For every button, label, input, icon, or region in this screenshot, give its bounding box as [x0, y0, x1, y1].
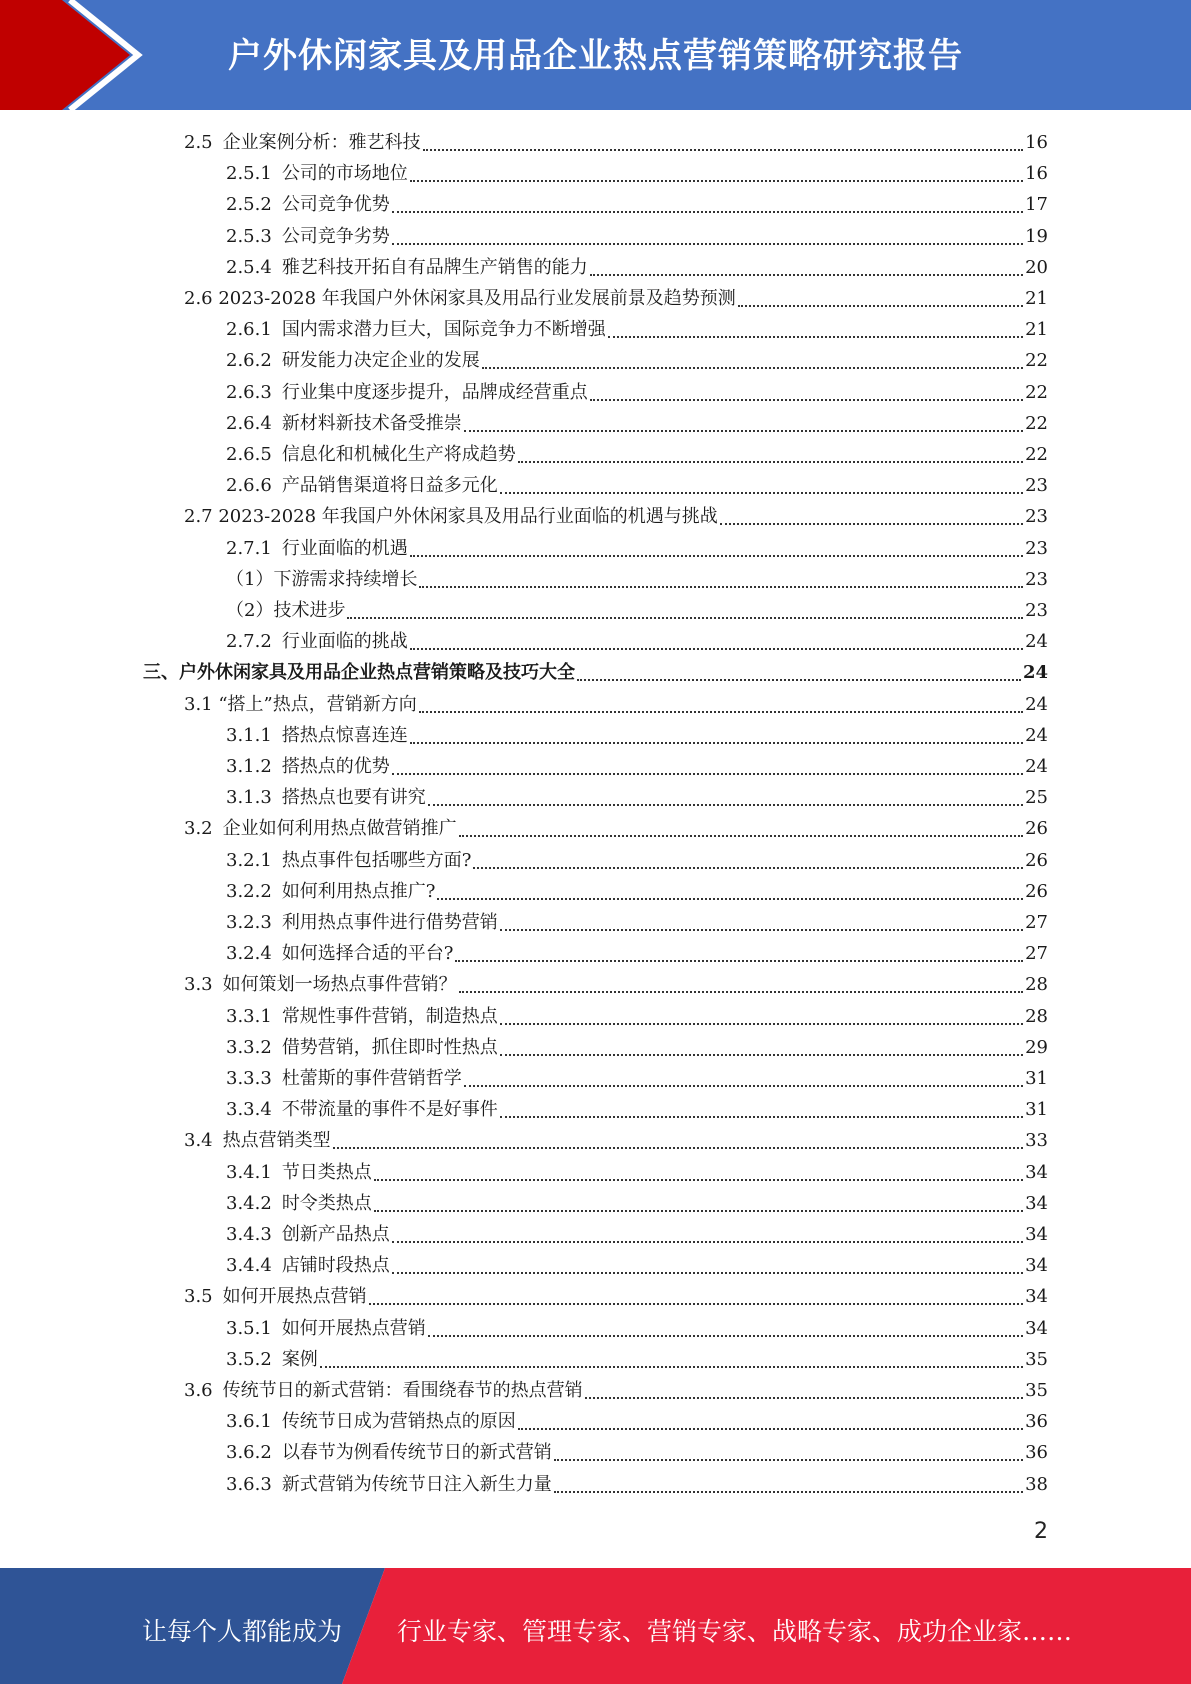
toc-entry[interactable] — [226, 159, 1048, 190]
toc-entry-title: 杜蕾斯的事件营销哲学 — [281, 1068, 462, 1089]
toc-entry[interactable] — [226, 565, 1048, 596]
toc-entry-number: 3.6.1 — [226, 1411, 272, 1433]
toc-dot-leader — [464, 429, 1023, 432]
toc-entry[interactable] — [226, 1438, 1048, 1469]
toc-entry-number: 3.2.1 — [226, 849, 272, 871]
toc-entry-page: 36 — [1025, 1442, 1048, 1464]
toc-entry-label — [226, 908, 498, 934]
toc-entry-page: 22 — [1025, 444, 1048, 465]
toc-entry-page: 34 — [1025, 1286, 1048, 1308]
toc-entry-label — [226, 1158, 372, 1184]
toc-entry-label — [226, 783, 426, 809]
toc-dot-leader — [500, 1053, 1023, 1056]
toc-entry-number: 2.6.1 — [226, 319, 272, 341]
toc-entry-title: 产品销售渠道将日益多元化 — [281, 475, 498, 497]
toc-entry-title: 如何利用热点推广? — [281, 880, 436, 902]
toc-entry[interactable] — [226, 1314, 1048, 1345]
toc-entry-title: 搭热点也要有讲究 — [281, 787, 426, 809]
toc-entry[interactable] — [226, 596, 1048, 627]
toc-entry-title: 节日类热点 — [281, 1161, 372, 1183]
toc-entry[interactable] — [226, 783, 1048, 814]
toc-entry-page: 22 — [1025, 350, 1048, 372]
toc-entry-title: 热点营销类型 — [222, 1130, 331, 1152]
toc-dot-leader — [577, 678, 1021, 681]
toc-entry-page: 26 — [1025, 849, 1048, 871]
report-header — [0, 0, 1191, 110]
footer-slogan-left: 让每个人都能成为 — [142, 1617, 343, 1646]
toc-entry-number: 3.3.4 — [226, 1099, 272, 1121]
toc-entry-page: 23 — [1025, 537, 1048, 559]
toc-entry[interactable] — [226, 877, 1048, 908]
toc-entry-label — [226, 190, 390, 216]
toc-entry-number: 2.5.4 — [226, 256, 272, 278]
toc-entry-page: 34 — [1025, 1192, 1048, 1214]
toc-dot-leader — [410, 554, 1023, 557]
toc-entry-title: 搭热点的优势 — [281, 756, 390, 777]
toc-entry-number: 2.5.3 — [226, 225, 272, 247]
report-title: 户外休闲家具及用品企业热点营销策略研究报告 — [228, 36, 963, 76]
toc-dot-leader — [500, 1115, 1023, 1118]
toc-entry-page: 35 — [1025, 1380, 1048, 1401]
toc-entry-number: 3.2.3 — [226, 912, 272, 933]
toc-entry-label — [226, 1251, 390, 1277]
toc-entry[interactable] — [226, 1407, 1048, 1438]
toc-dot-leader — [590, 398, 1023, 401]
toc-entry-number: 2.5 — [184, 132, 213, 153]
toc-entry-title: 企业案例分析：雅艺科技 — [222, 132, 421, 153]
toc-entry-label — [226, 1189, 372, 1215]
toc-entry-page: 34 — [1025, 1255, 1048, 1277]
toc-entry-page: 21 — [1025, 319, 1048, 341]
toc-entry-page: 26 — [1025, 880, 1048, 902]
header-chevron-icon — [0, 0, 150, 110]
toc-entry-title: （2）技术进步 — [226, 600, 346, 621]
toc-entry-title: 如何开展热点营销 — [281, 1317, 426, 1339]
toc-entry[interactable] — [226, 471, 1048, 502]
toc-entry[interactable] — [226, 1002, 1048, 1033]
toc-entry-label — [226, 1220, 390, 1246]
toc-entry-page: 29 — [1025, 1036, 1048, 1058]
toc-dot-leader — [374, 1178, 1023, 1181]
toc-entry-page: 27 — [1025, 943, 1048, 965]
toc-dot-leader — [369, 1302, 1023, 1305]
toc-entry[interactable] — [226, 1158, 1048, 1189]
toc-entry[interactable] — [226, 721, 1048, 752]
toc-entry[interactable] — [226, 1220, 1048, 1251]
toc-entry-label — [184, 1126, 331, 1152]
toc-entry[interactable] — [226, 1470, 1048, 1501]
toc-dot-leader — [590, 273, 1023, 276]
toc-dot-leader — [392, 210, 1023, 213]
toc-entry-title: 如何策划一场热点事件营销？ — [222, 974, 457, 996]
toc-entry-number: 3.2 — [184, 818, 213, 840]
toc-entry[interactable] — [226, 190, 1048, 221]
toc-entry-number: 2.5.2 — [226, 194, 272, 216]
toc-entry-label — [226, 846, 471, 872]
toc-entry-title: 2.6 2023-2028 年我国户外休闲家具及用品行业发展前景及趋势预测 — [184, 288, 736, 309]
toc-entry-title: 传统节日的新式营销：看围绕春节的热点营销 — [222, 1380, 583, 1401]
toc-entry-page: 34 — [1025, 1224, 1048, 1245]
toc-entry-number: 3.3.2 — [226, 1036, 272, 1058]
toc-dot-leader — [347, 616, 1023, 619]
toc-entry-page: 21 — [1025, 288, 1048, 309]
toc-entry-page: 24 — [1025, 693, 1048, 715]
toc-entry-label — [226, 378, 588, 404]
toc-entry[interactable] — [226, 939, 1048, 970]
toc-entry-title: 热点事件包括哪些方面? — [281, 849, 472, 871]
toc-dot-leader — [459, 990, 1023, 993]
toc-entry-page: 31 — [1025, 1099, 1048, 1121]
toc-entry-title: 不带流量的事件不是好事件 — [281, 1099, 498, 1121]
toc-entry-title: 3.1 “搭上”热点，营销新方向 — [184, 693, 417, 715]
toc-dot-leader — [720, 522, 1023, 525]
toc-entry-label — [226, 409, 462, 435]
toc-entry-page: 24 — [1025, 756, 1048, 777]
toc-entry-page: 23 — [1025, 475, 1048, 497]
toc-entry-label — [143, 658, 575, 684]
toc-entry-page: 34 — [1025, 1161, 1048, 1183]
toc-dot-leader — [320, 1365, 1023, 1368]
toc-entry-label — [226, 1033, 498, 1059]
toc-entry-label — [184, 502, 718, 528]
toc-entry-title: （1）下游需求持续增长 — [226, 568, 418, 590]
toc-entry[interactable] — [184, 502, 1048, 533]
toc-entry[interactable] — [226, 222, 1048, 253]
toc-entry[interactable] — [226, 1345, 1048, 1376]
toc-dot-leader — [482, 366, 1023, 369]
toc-entry-title: 行业集中度逐步提升，品牌成经营重点 — [281, 381, 588, 403]
toc-entry-title: 雅艺科技开拓自有品牌生产销售的能力 — [281, 256, 588, 278]
toc-entry-page: 23 — [1025, 600, 1048, 621]
toc-entry[interactable] — [184, 690, 1048, 721]
toc-entry[interactable] — [226, 534, 1048, 565]
toc-entry-number: 3.1.1 — [226, 724, 272, 746]
toc-entry[interactable] — [226, 346, 1048, 377]
toc-entry-page: 27 — [1025, 912, 1048, 933]
toc-entry-number: 3.5.1 — [226, 1317, 272, 1339]
toc-entry[interactable] — [226, 253, 1048, 284]
toc-dot-leader — [392, 772, 1023, 775]
toc-entry-page: 33 — [1025, 1130, 1048, 1152]
toc-entry-label — [226, 253, 588, 279]
toc-dot-leader — [410, 179, 1023, 182]
toc-entry-label — [226, 1002, 498, 1028]
toc-entry[interactable] — [143, 658, 1048, 689]
toc-entry-page: 19 — [1025, 225, 1048, 247]
toc-entry-number: 3.1.3 — [226, 787, 272, 809]
toc-entry-page: 23 — [1025, 506, 1048, 528]
toc-entry-title: 常规性事件营销，制造热点 — [281, 1005, 498, 1027]
toc-entry-title: 公司竞争优势 — [281, 194, 390, 216]
toc-entry-label — [226, 222, 390, 248]
report-footer — [0, 1568, 1191, 1684]
page-number: 2 — [1034, 1519, 1048, 1544]
toc-entry-title: 公司的市场地位 — [281, 163, 408, 185]
toc-entry-label — [226, 346, 480, 372]
toc-entry-page: 24 — [1022, 662, 1048, 684]
toc-entry-title: 如何开展热点营销 — [222, 1286, 367, 1308]
toc-entry-label — [226, 471, 498, 497]
toc-entry-label — [184, 814, 457, 840]
toc-dot-leader — [500, 491, 1023, 494]
toc-entry-title: 企业如何利用热点做营销推广 — [222, 818, 457, 840]
toc-entry-title: 案例 — [281, 1348, 318, 1370]
toc-dot-leader — [464, 1084, 1023, 1087]
toc-dot-leader — [392, 1271, 1023, 1274]
toc-entry-title: 国内需求潜力巨大，国际竞争力不断增强 — [281, 319, 606, 341]
toc-entry-label — [226, 721, 408, 747]
toc-entry[interactable] — [226, 1189, 1048, 1220]
toc-entry-page: 17 — [1025, 194, 1048, 216]
toc-entry-number: 3.2.2 — [226, 880, 272, 902]
toc-entry[interactable] — [226, 1095, 1048, 1126]
toc-dot-leader — [585, 1396, 1023, 1399]
toc-entry-number: 3.4.3 — [226, 1224, 272, 1245]
toc-entry-label — [226, 534, 408, 560]
toc-entry[interactable] — [226, 315, 1048, 346]
toc-dot-leader — [518, 460, 1023, 463]
toc-dot-leader — [518, 1427, 1023, 1430]
toc-entry[interactable] — [226, 908, 1048, 939]
toc-entry-title: 行业面临的机遇 — [281, 537, 408, 559]
toc-entry-label — [184, 970, 457, 996]
toc-entry-page: 38 — [1025, 1473, 1048, 1495]
toc-entry[interactable] — [226, 752, 1048, 783]
toc-entry-title: 搭热点惊喜连连 — [281, 724, 408, 746]
toc-dot-leader — [738, 304, 1023, 307]
toc-dot-leader — [423, 148, 1023, 151]
toc-dot-leader — [410, 741, 1023, 744]
toc-entry-number: 3.4.1 — [226, 1161, 272, 1183]
toc-dot-leader — [459, 834, 1023, 837]
toc-entry-number: 3.6.3 — [226, 1473, 272, 1495]
toc-entry-title: 店铺时段热点 — [281, 1255, 390, 1277]
toc-entry-number: 2.6.5 — [226, 444, 272, 465]
toc-entry-number: 3.6 — [184, 1380, 213, 1401]
toc-entry[interactable] — [226, 378, 1048, 409]
toc-entry-title: 研发能力决定企业的发展 — [281, 350, 480, 372]
toc-entry-title: 2.7 2023-2028 年我国户外休闲家具及用品行业面临的机遇与挑战 — [184, 506, 718, 528]
toc-entry-title: 新式营销为传统节日注入新生力量 — [281, 1473, 552, 1495]
toc-entry-page: 34 — [1025, 1317, 1048, 1339]
toc-entry-number: 3.1.2 — [226, 756, 272, 777]
toc-entry-label — [226, 1064, 462, 1090]
toc-entry[interactable] — [226, 846, 1048, 877]
toc-entry-page: 22 — [1025, 412, 1048, 434]
toc-entry-title: 公司竞争劣势 — [281, 225, 390, 247]
toc-entry-number: 3.5.2 — [226, 1348, 272, 1370]
toc-entry[interactable] — [184, 1282, 1048, 1313]
toc-dot-leader — [374, 1209, 1023, 1212]
toc-dot-leader — [419, 710, 1023, 713]
toc-entry-title: 信息化和机械化生产将成趋势 — [281, 444, 516, 465]
toc-entry-label — [226, 627, 408, 653]
footer-slogan-right: 行业专家、管理专家、营销专家、战略专家、成功企业家…… — [397, 1617, 1073, 1646]
toc-entry-number: 3.4 — [184, 1130, 213, 1152]
toc-entry-label — [184, 284, 736, 310]
toc-dot-leader — [428, 803, 1023, 806]
toc-entry-label — [226, 1095, 498, 1121]
toc-entry-page: 35 — [1025, 1348, 1048, 1370]
toc-entry-label — [184, 1282, 367, 1308]
toc-entry-number: 3.5 — [184, 1286, 213, 1308]
toc-entry-label — [184, 128, 421, 154]
toc-entry-label — [226, 315, 606, 341]
toc-dot-leader — [392, 1240, 1023, 1243]
toc-entry-page: 24 — [1025, 631, 1048, 653]
toc-dot-leader — [428, 1334, 1023, 1337]
toc-entry-number: 3.2.4 — [226, 943, 272, 965]
toc-entry-title: 以春节为例看传统节日的新式营销 — [281, 1442, 552, 1464]
toc-entry-title: 行业面临的挑战 — [281, 631, 408, 653]
toc-entry-number: 2.6.2 — [226, 350, 272, 372]
toc-entry-label — [226, 440, 516, 466]
toc-entry-number: 2.6.6 — [226, 475, 272, 497]
toc-entry-number: 3.3.1 — [226, 1005, 272, 1027]
toc-entry[interactable] — [226, 1064, 1048, 1095]
toc-dot-leader — [473, 866, 1023, 869]
toc-entry[interactable] — [184, 1126, 1048, 1157]
toc-entry-number: 3.3.3 — [226, 1068, 272, 1089]
toc-dot-leader — [500, 1022, 1023, 1025]
toc-entry-page: 25 — [1025, 787, 1048, 809]
toc-entry-label — [226, 1438, 552, 1464]
toc-entry-title: 三、户外休闲家具及用品企业热点营销策略及技巧大全 — [143, 662, 575, 684]
toc-entry-number: 3.6.2 — [226, 1442, 272, 1464]
toc-entry-label — [184, 690, 417, 716]
toc-entry[interactable] — [226, 409, 1048, 440]
toc-entry-page: 31 — [1025, 1068, 1048, 1089]
toc-entry-number: 2.7.1 — [226, 537, 272, 559]
toc-entry[interactable] — [226, 1251, 1048, 1282]
toc-entry[interactable] — [226, 627, 1048, 658]
toc-dot-leader — [410, 647, 1023, 650]
toc-entry-title: 借势营销，抓住即时性热点 — [281, 1036, 498, 1058]
toc-dot-leader — [500, 928, 1023, 931]
toc-entry[interactable] — [184, 284, 1048, 315]
toc-entry-label — [226, 1314, 426, 1340]
toc-entry-page: 16 — [1025, 163, 1048, 185]
toc-entry-page: 22 — [1025, 381, 1048, 403]
toc-entry-page: 16 — [1025, 132, 1048, 153]
toc-entry-page: 28 — [1025, 974, 1048, 996]
toc-entry-label — [226, 1345, 318, 1371]
toc-entry-title: 创新产品热点 — [281, 1224, 390, 1245]
toc-entry-page: 26 — [1025, 818, 1048, 840]
toc-entry-title: 时令类热点 — [281, 1192, 372, 1214]
toc-entry-label — [226, 939, 453, 965]
toc-entry-number: 2.7.2 — [226, 631, 272, 653]
toc-dot-leader — [455, 959, 1023, 962]
toc-entry-number: 3.4.4 — [226, 1255, 272, 1277]
toc-entry-label — [226, 752, 390, 778]
toc-entry-page: 28 — [1025, 1005, 1048, 1027]
toc-entry-page: 36 — [1025, 1411, 1048, 1433]
toc-entry-page: 23 — [1025, 568, 1048, 590]
toc-entry-page: 24 — [1025, 724, 1048, 746]
toc-dot-leader — [554, 1458, 1023, 1461]
toc-entry-label — [226, 877, 435, 903]
toc-entry[interactable] — [184, 970, 1048, 1001]
toc-dot-leader — [333, 1146, 1023, 1149]
toc-dot-leader — [437, 897, 1023, 900]
toc-entry[interactable] — [184, 1376, 1048, 1407]
toc-entry-title: 新材料新技术备受推崇 — [281, 412, 462, 434]
toc-entry-number: 2.5.1 — [226, 163, 272, 185]
toc-dot-leader — [392, 242, 1023, 245]
toc-entry-page: 20 — [1025, 256, 1048, 278]
toc-dot-leader — [608, 335, 1023, 338]
toc-entry[interactable] — [184, 814, 1048, 845]
toc-entry-label — [226, 596, 345, 622]
toc-entry[interactable] — [184, 128, 1048, 159]
toc-dot-leader — [554, 1490, 1023, 1493]
toc-dot-leader — [419, 585, 1023, 588]
toc-entry-label — [184, 1376, 583, 1402]
toc-entry-title: 如何选择合适的平台? — [281, 943, 454, 965]
toc-entry-label — [226, 1470, 552, 1496]
toc-entry-number: 2.6.3 — [226, 381, 272, 403]
toc-entry[interactable] — [226, 440, 1048, 471]
toc-entry-label — [226, 159, 408, 185]
toc-entry-number: 2.6.4 — [226, 412, 272, 434]
toc-entry-label — [226, 565, 417, 591]
toc-entry-number: 3.4.2 — [226, 1192, 272, 1214]
toc-entry-title: 利用热点事件进行借势营销 — [281, 912, 498, 933]
toc-entry[interactable] — [226, 1033, 1048, 1064]
toc-entry-label — [226, 1407, 516, 1433]
toc-entry-title: 传统节日成为营销热点的原因 — [281, 1411, 516, 1433]
toc-entry-number: 3.3 — [184, 974, 213, 996]
